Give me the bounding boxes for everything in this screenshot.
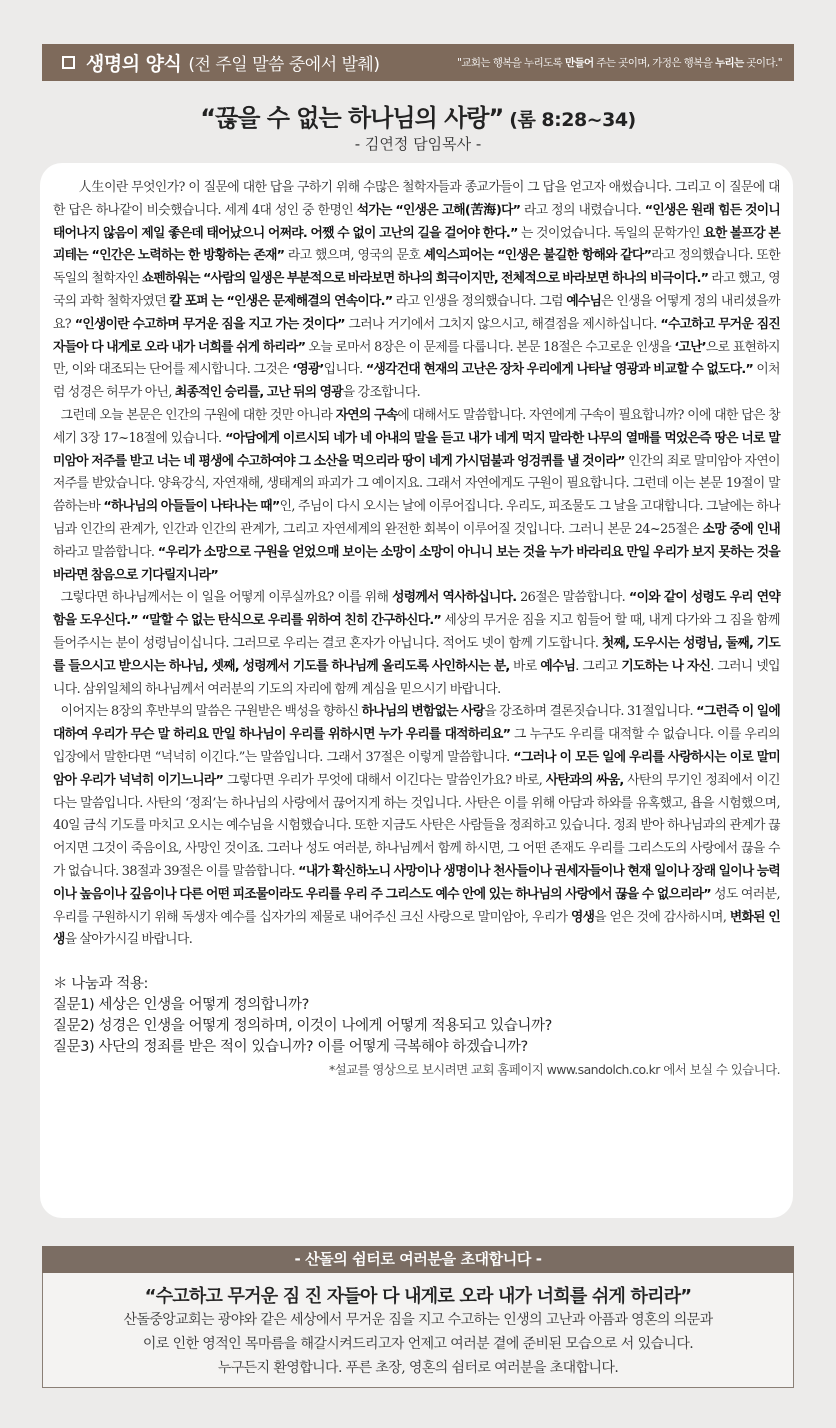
question-2: 질문2) 성경은 인생을 어떻게 정의하며, 이것이 나에게 어떻게 적용되고 있습니까? bbox=[53, 1018, 552, 1035]
invitation-line-1: 산돌중앙교회는 광야와 같은 세상에서 무거운 짐을 지고 수고하는 인생의 고난과 아픔과 영혼의 의문과 bbox=[123, 1312, 713, 1328]
square-icon bbox=[62, 56, 75, 69]
scripture-reference: (롬 8:28~34) bbox=[509, 109, 636, 131]
invitation-box bbox=[42, 1273, 794, 1388]
sermon-card bbox=[40, 163, 793, 1218]
video-note: *설교를 영상으로 보시려면 교회 홈페이지 www.sandolch.co.kr 에서 보실 수 있습니다. bbox=[328, 1062, 780, 1078]
question-3: 질문3) 사단의 정죄를 받은 적이 있습니까? 이를 어떻게 극복해야 하겠습니까? bbox=[53, 1039, 528, 1056]
invitation-line-3: 누구든지 환영합니다. 푸른 초장, 영혼의 쉼터로 여러분을 초대합니다. bbox=[217, 1360, 619, 1376]
preacher-name: - 김연정 담임목사 - bbox=[354, 135, 482, 153]
section-title: 생명의 양식 bbox=[86, 53, 182, 75]
section-header-bar bbox=[42, 44, 794, 81]
discussion-section bbox=[53, 974, 780, 1058]
paragraph-4: 이어지는 8장의 후반부의 말씀은 구원받은 백성을 향하신 하나님의 변함없는 사랑을 강조하며 결론짓습니다. 31절입니다. “그런즉 이 일에 대하여 우리가 무슨 말 하리요 만일 하나님이 우리를 위하시면 누가 우리를 대적하리요” 그 누구도 우리를 대적할 수 없습니다. 이를 우리의 입장에서 말한다면 “넉넉히 이긴다.”는 말씀입니다. 그래서 37절은 이렇게 말씀합니다. “그러나 이 모든 일에 우리를 사랑하시는 이로 말미암아 우리가 넉넉히 이기느니라” 그렇다면 우리가 무엇에 대해서 이긴다는 말씀인가요? 바로, 사탄과의 싸움, 사탄의 무기인 정죄에서 이긴다는 말씀입니다. 사탄의 ‘정죄’는 하나님의 사랑에서 끊어지게 하는 것입니다. 사탄은 이를 위해 아담과 하와를 유혹했고, 욥을 시험했으며, 40일 금식 기도를 마치고 오시는 예수님을 시험했습니다. 또한 지금도 사탄은 사람들을 정죄하고 있습니다. 정죄 받아 하나님과의 관계가 끊어지면 그것이 죽음이요, 사망인 것이죠. 그러나 성도 여러분, 하나님께서 함께 하시면, 그 어떤 존재도 우리를 그리스도의 사랑에서 끊을 수가 없습니다. 38절과 39절은 이를 말씀합니다. “내가 확신하노니 사망이나 생명이나 천사들이나 권세자들이나 현재 일이나 장래 일이나 능력이나 높음이나 깊음이나 다른 어떤 피조물이라도 우리를 우리 주 그리스도 예수 안에 있는 하나님의 사랑에서 끊을 수 없으리라” 성도 여러분, 우리를 구원하시기 위해 독생자 예수를 십자가의 제물로 내어주신 크신 사랑으로 말미암아, 우리가 영생을 얻은 것에 감사하시며, 변화된 인생을 살아가시길 바랍니다. bbox=[53, 704, 781, 948]
invitation-header: - 산돌의 쉼터로 여러분을 초대합니다 - bbox=[42, 1246, 794, 1273]
invitation-line-2: 이로 인한 영적인 목마름을 해갈시켜드리고자 언제고 여러분 곁에 준비된 모습으로 서 있습니다. bbox=[142, 1336, 694, 1352]
sermon-title: “끊을 수 없는 하나님의 사랑” (롬 8:28~34) bbox=[200, 104, 636, 132]
paragraph-2: 그런데 오늘 본문은 인간의 구원에 대한 것만 아니라 자연의 구속에 대해서도 말씀합니다. 자연에게 구속이 필요합니까? 이에 대한 답은 창세기 3장 17~18절에 있습니다. “아담에게 이르시되 네가 네 아내의 말을 듣고 내가 네게 먹지 말라한 나무의 열매를 먹었은즉 땅은 너로 말미암아 저주를 받고 너는 네 평생에 수고하여야 그 소산을 먹으리라 땅이 네게 가시덤불과 엉겅퀴를 낼 것이라” 인간의 죄로 말미암아 자연이 저주를 받았습니다. 양육강식, 자연재해, 생태계의 파괴가 그 예이지요. 그래서 자연에게도 구원이 필요합니다. 그런데 이는 본문 19절이 말씀하는바 “하나님의 아들들이 나타나는 때”인, 주님이 다시 오시는 날에 이루어집니다. 우리도, 피조물도 그 날을 고대합니다. 그날에는 하나님과 인간의 관계가, 인간과 인간의 관계가, 그리고 자연세계의 완전한 회복이 이루어질 것입니다. 그러니 본문 24~25절은 소망 중에 인내하라고 말씀합니다. “우리가 소망으로 구원을 얻었으매 보이는 소망이 소망이 아니니 보는 것을 누가 바라리요 만일 우리가 보지 못하는 것을 바라면 참음으로 기다릴지니라” bbox=[53, 407, 781, 583]
paragraph-1: 人生이란 무엇인가? 이 질문에 대한 답을 구하기 위해 수많은 철학자들과 종교가들이 그 답을 얻고자 애썼습니다. 그리고 이 질문에 대한 답은 하나같이 비슷했습니다. 세계 4대 성인 중 한명인 석가는 “인생은 고해(苦海)다” 라고 정의 내렸습니다. “인생은 원래 힘든 것이니 태어나지 않음이 제일 좋은데 태어났으니 어쩌랴. 어쨌 수 없이 고난의 길을 걸어야 한다.” 는 것이었습니다. 독일의 문학가인 요한 볼프강 본 괴테는 “인간은 노력하는 한 방황하는 존재” 라고 했으며, 영국의 문호 셰익스피어는 “인생은 불길한 항해와 같다”라고 정의했습니다. 또한 독일의 철학자인 쇼펜하워는 “사람의 일생은 부분적으로 바라보면 하나의 희극이지만, 전체적으로 바라보면 하나의 비극이다.” 라고 했고, 영국의 과학 철학자였던 칼 포퍼 는 “인생은 문제해결의 연속이다.” 라고 인생을 정의했습니다. 그럼 예수님은 인생을 어떻게 정의 내리셨을까요? “인생이란 수고하며 무거운 짐을 지고 가는 것이다” 그러나 거기에서 그치지 않으시고, 해결점을 제시하십니다. “수고하고 무거운 짐진 자들아 다 내게로 오라 내가 너희를 쉬게 하리라” 오늘 로마서 8장은 이 문제를 다룹니다. 본문 18절은 수고로운 인생을 ‘고난’으로 표현하지만, 이와 대조되는 단어를 제시합니다. 그것은 ‘영광’입니다. “생각건대 현재의 고난은 장차 우리에게 나타날 영광과 비교할 수 없도다.” 이처럼 성경은 허무가 아닌, 최종적인 승리를, 고난 뒤의 영광을 강조합니다. bbox=[53, 180, 781, 401]
section-subtitle: (전 주일 말씀 중에서 발췌) bbox=[188, 55, 380, 75]
church-motto: "교회는 행복을 누리도록 만들어 주는 곳이며, 가정은 행복을 누리는 곳이다." bbox=[457, 57, 782, 69]
sermon-body bbox=[53, 177, 780, 952]
discussion-heading: ＊ 나눔과 적용: bbox=[53, 976, 149, 993]
question-1: 질문1) 세상은 인생을 어떻게 정의합니까? bbox=[53, 997, 309, 1014]
paragraph-3: 그렇다면 하나님께서는 이 일을 어떻게 이루실까요? 이를 위해 성령께서 역사하십니다. 26절은 말씀합니다. “이와 같이 성령도 우리 연약함을 도우신다.” “말할 수 없는 탄식으로 우리를 위하여 친히 간구하신다.” 세상의 무거운 짐을 지고 힘들어 할 때, 내게 다가와 그 짐을 함께 들어주시는 분이 성령님이십니다. 그러므로 우리는 결코 혼자가 아닙니다. 적어도 넷이 함께 기도합니다. 첫째, 도우시는 성령님, 둘째, 기도를 들으시고 받으시는 하나님, 셋째, 성령께서 기도를 하나님께 올리도록 사인하시는 분, 바로 예수님. 그리고 기도하는 나 자신. 그러니 넷입니다. 삼위일체의 하나님께서 여러분의 기도의 자리에 함께 계심을 믿으시기 바랍니다. bbox=[53, 590, 781, 697]
invitation-quote: “수고하고 무거운 짐 진 자들아 다 내게로 오라 내가 너희를 쉬게 하리라” bbox=[144, 1286, 692, 1307]
